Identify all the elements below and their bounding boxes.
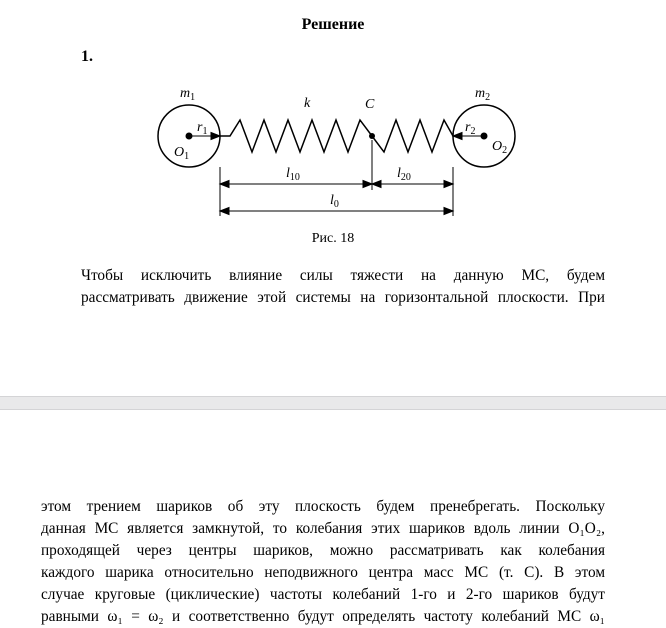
label-o2: $O_2$ (492, 139, 508, 156)
spring-mass-figure (0, 0, 666, 240)
paragraph-2-line: случае круговые (циклические) частоты колебаний 1-го и 2-го шариков будут (41, 586, 605, 603)
paragraph-1-line: Чтобы исключить влияние силы тяжести на данную МС, будем (81, 267, 605, 284)
label-l10: $l_{10}$ (286, 166, 300, 183)
paragraph-2-line: проходящей через центры шариков, можно рассматривать как колебания (41, 542, 605, 559)
paragraph-1-line: рассматривать движение этой системы на горизонтальной плоскости. При (81, 289, 605, 306)
center-of-mass-dot (369, 133, 375, 139)
label-k: k (304, 96, 311, 111)
label-l0: $l_0$ (330, 193, 339, 210)
paragraph-2-line: данная МС является замкнутой, то колебания этих шариков вдоль линии O₁O₂, (41, 520, 605, 537)
label-r1: $r_1$ (197, 120, 208, 137)
label-c: C (365, 97, 375, 112)
paragraph-2-line: этом трением шариков об эту плоскость будем пренебрегать. Поскольку (41, 498, 605, 515)
label-o1: $O_1$ (174, 145, 190, 162)
spring (220, 120, 453, 152)
paragraph-2-line: каждого шарика относительно неподвижного центра масс МС (т. С). В этом (41, 564, 605, 581)
page-break (0, 396, 666, 410)
paragraph-2-line: равными ω₁ = ω₂ и соответственно будут определять частоту колебаний МС ω₁ (41, 608, 605, 625)
paragraph-1 (41, 265, 605, 309)
figure-caption: Рис. 18 (311, 231, 355, 246)
label-m1: $m_1$ (180, 86, 196, 103)
label-l20: $l_{20}$ (397, 166, 411, 183)
section-number: 1. (81, 48, 93, 65)
label-r2: $r_2$ (465, 120, 476, 137)
section-heading: Решение (301, 16, 365, 33)
paragraph-2 (41, 496, 605, 628)
label-m2: $m_2$ (475, 86, 491, 103)
